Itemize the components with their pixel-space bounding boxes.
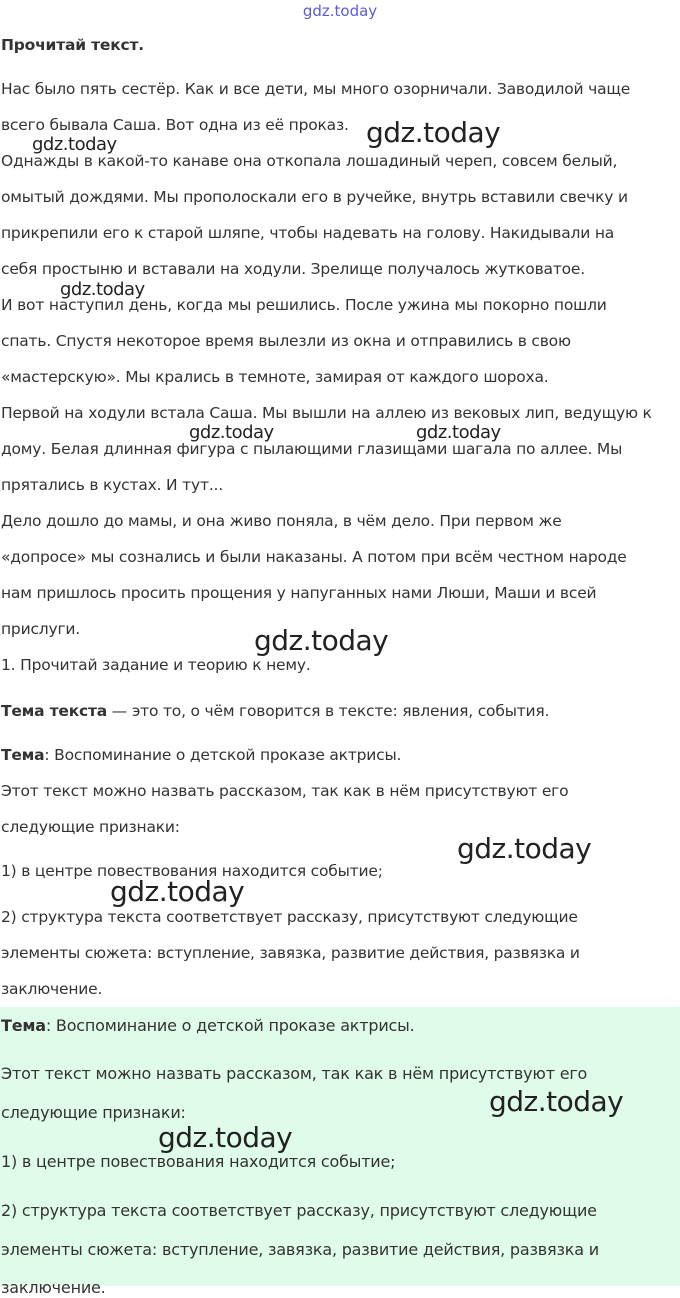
answer-topic-text: : Воспоминание о детской проказе актрисы. bbox=[45, 1016, 415, 1035]
story-line: прятались в кустах. И тут... bbox=[1, 476, 223, 494]
theory-definition bbox=[1, 701, 549, 721]
story-line: Дело дошло до мамы, и она живо поняла, в чём дело. При первом же bbox=[1, 512, 562, 530]
watermark: gdz.today bbox=[254, 624, 389, 657]
answer-line: заключение. bbox=[1, 1278, 106, 1297]
explanation-line: следующие признаки: bbox=[1, 818, 180, 836]
theory-term: Тема текста bbox=[1, 702, 108, 720]
topic-label: Тема bbox=[1, 746, 45, 764]
story-line: омытый дождями. Мы прополоскали его в ручейке, внутрь вставили свечку и bbox=[1, 188, 628, 206]
story-line: И вот наступил день, когда мы решились. После ужина мы покорно пошли bbox=[1, 296, 607, 314]
answer-line: 2) структура текста соответствует рассказу, присутствуют следующие bbox=[1, 1201, 597, 1220]
explanation-topic bbox=[1, 745, 401, 765]
explanation-line: элементы сюжета: вступление, завязка, развитие действия, развязка и bbox=[1, 944, 580, 962]
story-line: себя простыню и вставали на ходули. Зрелище получалось жутковатое. bbox=[1, 260, 585, 278]
answer-topic-label: Тема bbox=[1, 1016, 46, 1035]
answer-line: элементы сюжета: вступление, завязка, развитие действия, развязка и bbox=[1, 1240, 599, 1259]
story-line: всего бывала Саша. Вот одна из её проказ. bbox=[1, 116, 349, 134]
topic-text: : Воспоминание о детской проказе актрисы. bbox=[44, 746, 402, 764]
answer-line: Этот текст можно назвать рассказом, так как в нём присутствуют его bbox=[1, 1064, 588, 1083]
answer-line: 1) в центре повествования находится событие; bbox=[1, 1152, 396, 1171]
story-line: нам пришлось просить прощения у напуганных нами Люши, Маши и всей bbox=[1, 584, 597, 602]
story-line: «мастерскую». Мы крались в темноте, замирая от каждого шороха. bbox=[1, 368, 549, 386]
watermark: gdz.today bbox=[60, 279, 145, 300]
watermark: gdz.today bbox=[366, 116, 501, 149]
story-line: Нас было пять сестёр. Как и все дети, мы много озорничали. Заводилой чаще bbox=[1, 80, 631, 98]
story-line: Однажды в какой-то канаве она откопала лошадиный череп, совсем белый, bbox=[1, 152, 618, 170]
story-line: «допросе» мы сознались и были наказаны. А потом при всём честном народе bbox=[1, 548, 627, 566]
site-logo[interactable]: gdz.today bbox=[302, 2, 378, 20]
assignment-text: 1. Прочитай задание и теорию к нему. bbox=[1, 656, 311, 674]
watermark: gdz.today bbox=[416, 422, 501, 443]
answer-topic bbox=[1, 1016, 414, 1036]
watermark: gdz.today bbox=[489, 1085, 624, 1118]
explanation-line: 2) структура текста соответствует рассказу, присутствуют следующие bbox=[1, 908, 578, 926]
explanation-line: 1) в центре повествования находится событие; bbox=[1, 862, 383, 880]
explanation-line: заключение. bbox=[1, 980, 103, 998]
watermark: gdz.today bbox=[32, 134, 117, 155]
story-line: дому. Белая длинная фигура с пылающими глазищами шагала по аллее. Мы bbox=[1, 440, 623, 458]
answer-line: следующие признаки: bbox=[1, 1103, 186, 1122]
theory-definition-text: — это то, о чём говорится в тексте: явления, события. bbox=[107, 702, 550, 720]
watermark: gdz.today bbox=[457, 832, 592, 865]
watermark: gdz.today bbox=[110, 875, 245, 908]
story-line: Первой на ходули встала Саша. Мы вышли на аллею из вековых лип, ведущую к bbox=[1, 404, 652, 422]
watermark: gdz.today bbox=[189, 422, 274, 443]
story-line: прикрепили его к старой шляпе, чтобы надевать на голову. Накидывали на bbox=[1, 224, 615, 242]
story-line: прислуги. bbox=[1, 620, 80, 638]
watermark: gdz.today bbox=[158, 1121, 293, 1154]
answer-box bbox=[0, 1007, 680, 1297]
explanation-line: Этот текст можно назвать рассказом, так как в нём присутствуют его bbox=[1, 782, 569, 800]
task-heading: Прочитай текст. bbox=[1, 36, 144, 54]
story-line: спать. Спустя некоторое время вылезли из окна и отправились в свою bbox=[1, 332, 571, 350]
